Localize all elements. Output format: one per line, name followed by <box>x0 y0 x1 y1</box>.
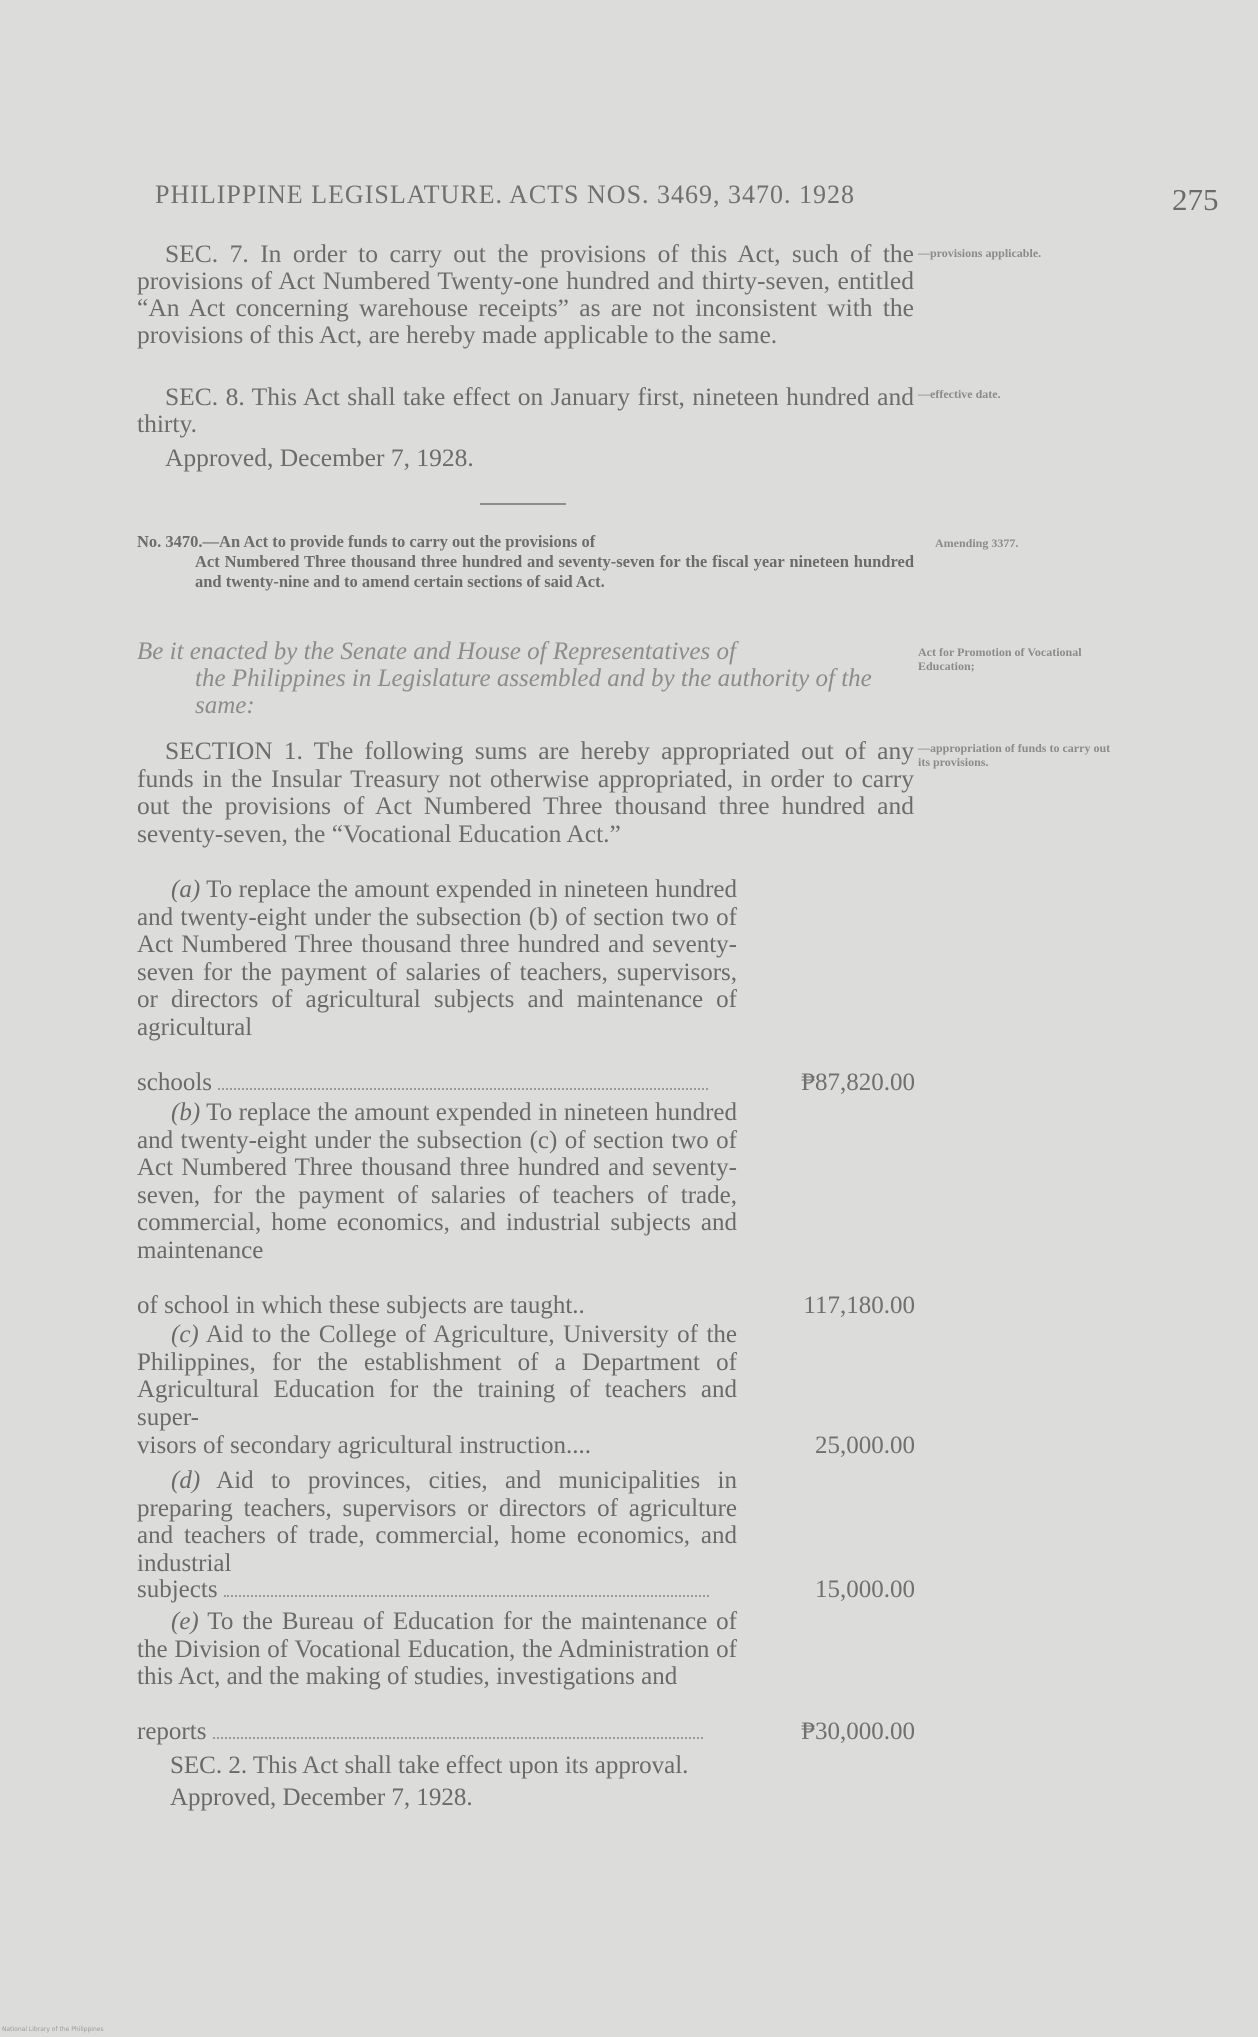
item-last: reports <box>137 1718 207 1745</box>
dot-leader <box>213 1731 703 1739</box>
item-label: (a) <box>171 876 201 903</box>
item-text: Aid to provinces, cities, and municipalities in preparing teachers, supervisors or directors of agriculture and teachers of trade, commercial, home economics, and industrial <box>137 1467 737 1577</box>
amount-e: ₱30,000.00 <box>801 1718 915 1745</box>
enacting-clause <box>137 638 914 719</box>
page-number: 275 <box>1172 182 1219 217</box>
item-e-last-line <box>137 1718 737 1746</box>
dot-leader <box>224 1589 709 1597</box>
dot-leader <box>218 1082 708 1090</box>
act-title-first-line: No. 3470.—An Act to provide funds to carry out the provisions of <box>137 532 596 551</box>
appropriation-item-e <box>137 1608 737 1691</box>
item-b-last-line: of school in which these subjects are taught.. <box>137 1292 585 1319</box>
item-text: To the Bureau of Education for the maintenance of the Division of Vocational Education, the Administration of this Act, and the making of studies, investigations and <box>137 1608 737 1690</box>
section-8-text: SEC. 8. This Act shall take effect on January first, nineteen hundred and thirty. <box>137 382 914 438</box>
margin-note-effective-date: —effective date. <box>918 387 1001 401</box>
section-7-text: SEC. 7. In order to carry out the provisions of this Act, such of the provisions of Act Numbered Twenty-one hundred and thirty-seven, entitled “An Act concerning warehouse receipts” as are not inconsistent with the provisions of this Act, are hereby made applicable to the same. <box>137 239 914 349</box>
running-header: PHILIPPINE LEGISLATURE. ACTS NOS. 3469, 3470. 1928 <box>155 180 856 209</box>
amount-b: 117,180.00 <box>803 1292 915 1319</box>
section-divider <box>480 503 566 505</box>
scan-footer: National Library of the Philippines <box>2 2026 104 2033</box>
enacting-continuation: the Philippines in Legislature assembled and by the authority of the same: <box>195 665 872 719</box>
enacting-first-line: Be it enacted by the Senate and House of Representatives of <box>137 638 736 665</box>
appropriation-item-c <box>137 1321 737 1431</box>
margin-note-amending: Amending 3377. <box>935 536 1019 550</box>
amount-d: 15,000.00 <box>815 1576 915 1603</box>
section-1-text: SECTION 1. The following sums are hereby appropriated out of any funds in the Insular Treasury not otherwise appropriated, in order to carry out the provisions of Act Numbered Three thousand three hundred and seventy-seven, the “Vocational Education Act.” <box>137 736 914 848</box>
item-label: (b) <box>171 1099 201 1126</box>
item-last: schools <box>137 1069 212 1096</box>
item-text: To replace the amount expended in nineteen hundred and twenty-eight under the subsection (b) of section two of Act Numbered Three thousand three hundred and seventy-seven for the payment of salaries of teachers, supervisors, or directors of agricultural subjects and maintenance of agricultural <box>137 876 737 1041</box>
item-label: (d) <box>171 1467 201 1494</box>
section-2-text: SEC. 2. This Act shall take effect upon its approval. <box>170 1752 689 1779</box>
appropriation-item-a <box>137 876 737 1041</box>
act-title-continuation: Act Numbered Three thousand three hundred and seventy-seven for the fiscal year nineteen hundred and twenty-nine and to amend certain sections of said Act. <box>195 552 914 591</box>
item-d-last-line <box>137 1576 737 1604</box>
item-a-last-line <box>137 1069 737 1097</box>
item-text: To replace the amount expended in nineteen hundred and twenty-eight under the subsection (c) of section two of Act Numbered Three thousand three hundred and seventy-seven, for the payment of salaries of teachers of trade, commercial, home economics, and industrial subjects and maintenance <box>137 1099 737 1264</box>
approval-date-2: Approved, December 7, 1928. <box>170 1784 473 1811</box>
margin-note-appropriation: —appropriation of funds to carry out its provisions. <box>918 741 1111 769</box>
margin-note-provisions: —provisions applicable. <box>918 246 1042 260</box>
appropriation-item-d <box>137 1467 737 1577</box>
item-c-last-line: visors of secondary agricultural instruction.... <box>137 1432 592 1459</box>
item-label: (c) <box>171 1321 199 1348</box>
margin-note-vocational: Act for Promotion of Vocational Education; <box>918 645 1082 673</box>
appropriation-item-b <box>137 1099 737 1264</box>
approval-date-1: Approved, December 7, 1928. <box>165 443 474 472</box>
item-text: Aid to the College of Agriculture, University of the Philippines, for the establishment of a Department of Agricultural Education for the training of teachers and super- <box>137 1321 737 1431</box>
act-3470-title <box>137 532 914 592</box>
item-label: (e) <box>171 1608 199 1635</box>
item-last: subjects <box>137 1576 218 1603</box>
amount-a: ₱87,820.00 <box>801 1069 915 1096</box>
amount-c: 25,000.00 <box>815 1432 915 1459</box>
